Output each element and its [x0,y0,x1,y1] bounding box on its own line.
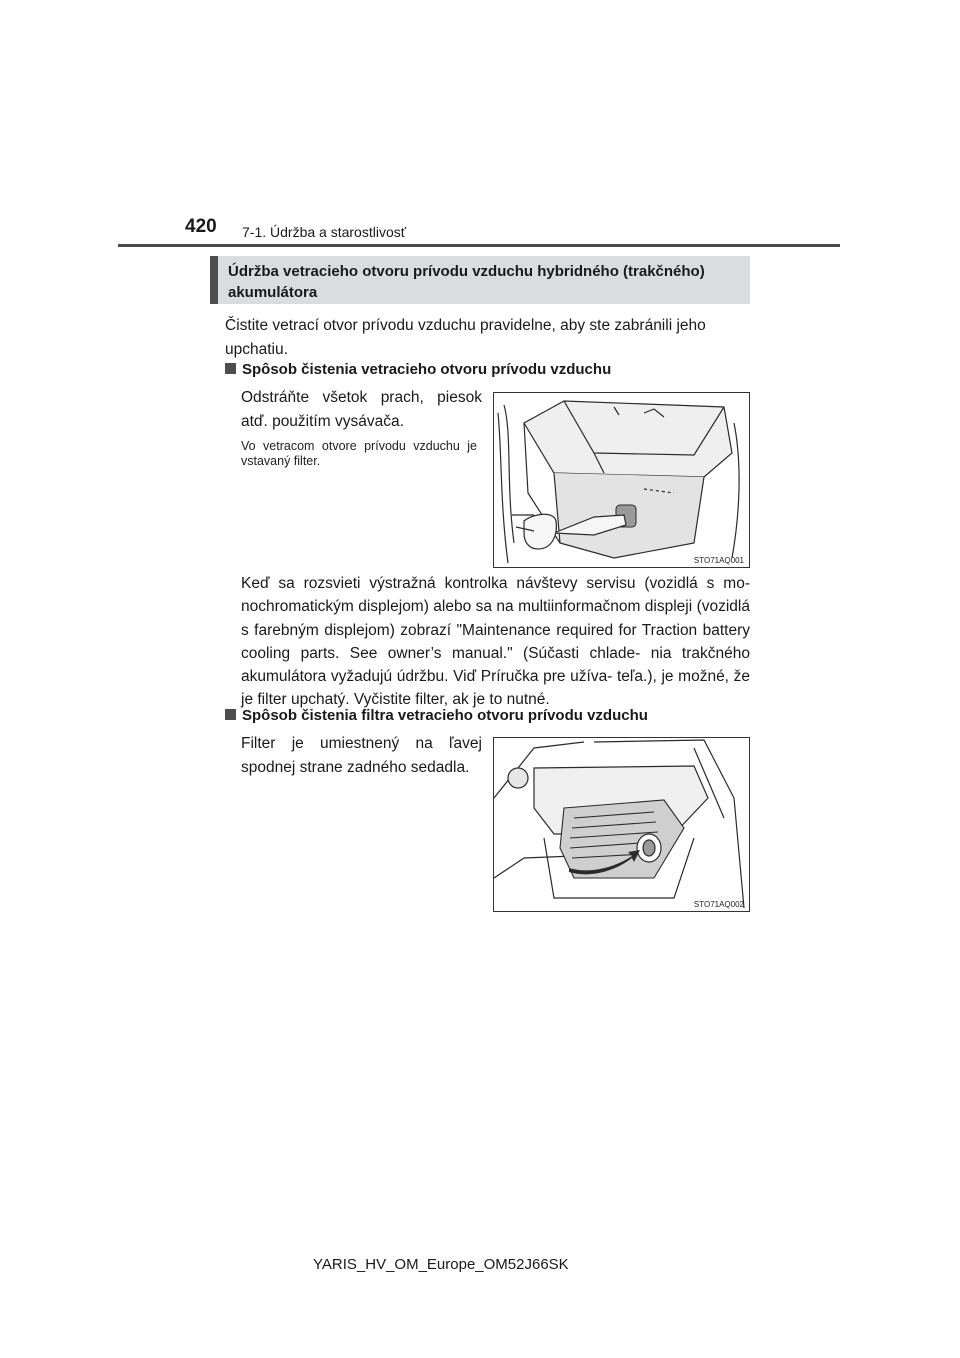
vacuum-instruction: Odstráňte všetok prach, piesok atď. použitím vysávača. [241,389,482,430]
footer-document-code: YARIS_HV_OM_Europe_OM52J66SK [313,1256,569,1273]
section-title: 7-1. Údržba a starostlivosť [242,224,406,240]
square-bullet-icon [225,709,236,720]
filter-note: Vo vetracom otvore prívodu vzduchu je vstavaný filter. [241,439,477,468]
square-bullet-icon [225,363,236,374]
subheading-label: Spôsob čistenia vetracieho otvoru prívodu vzduchu [242,361,612,378]
figure-code: STO71AQ001 [693,556,744,565]
filter-location-text: Filter je umiestnený na ľavej spodnej strane zadného sedadla. [241,735,482,776]
header-divider [118,244,840,247]
seat-filter-illustration [494,738,749,911]
figure-code: STO71AQ002 [693,900,744,909]
warning-paragraph: Keď sa rozsvieti výstražná kontrolka návštevy servisu (vozidlá s mo- nochromatickým displejom) alebo sa na multiinformačnom displeji (vozidlá s farebným displejom) zobrazí "Maintenance required for Traction battery cooling parts. See owner’s manual." (Súčasti chlade- nia trakčného akumulátora vyžadujú údržbu. Viď Príručka pre užíva- teľa.), je možné, že je filter upchatý. Vyčistite filter, ak je to nutné. [241,575,750,709]
figure-filter-location [493,737,750,912]
subheading-vent-cleaning [225,361,611,378]
subheading-filter-cleaning [225,707,648,724]
subheading-label: Spôsob čistenia filtra vetracieho otvoru prívodu vzduchu [242,707,648,724]
figure-vacuum-vent [493,392,750,568]
page-number: 420 [185,216,217,237]
topic-heading: Údržba vetracieho otvoru prívodu vzduchu hybridného (trakčného) akumulátora [210,256,750,304]
seat-vacuum-illustration [494,393,749,567]
intro-paragraph: Čistite vetrací otvor prívodu vzduchu pravidelne, aby ste zabránili jeho upchatiu. [225,317,706,358]
